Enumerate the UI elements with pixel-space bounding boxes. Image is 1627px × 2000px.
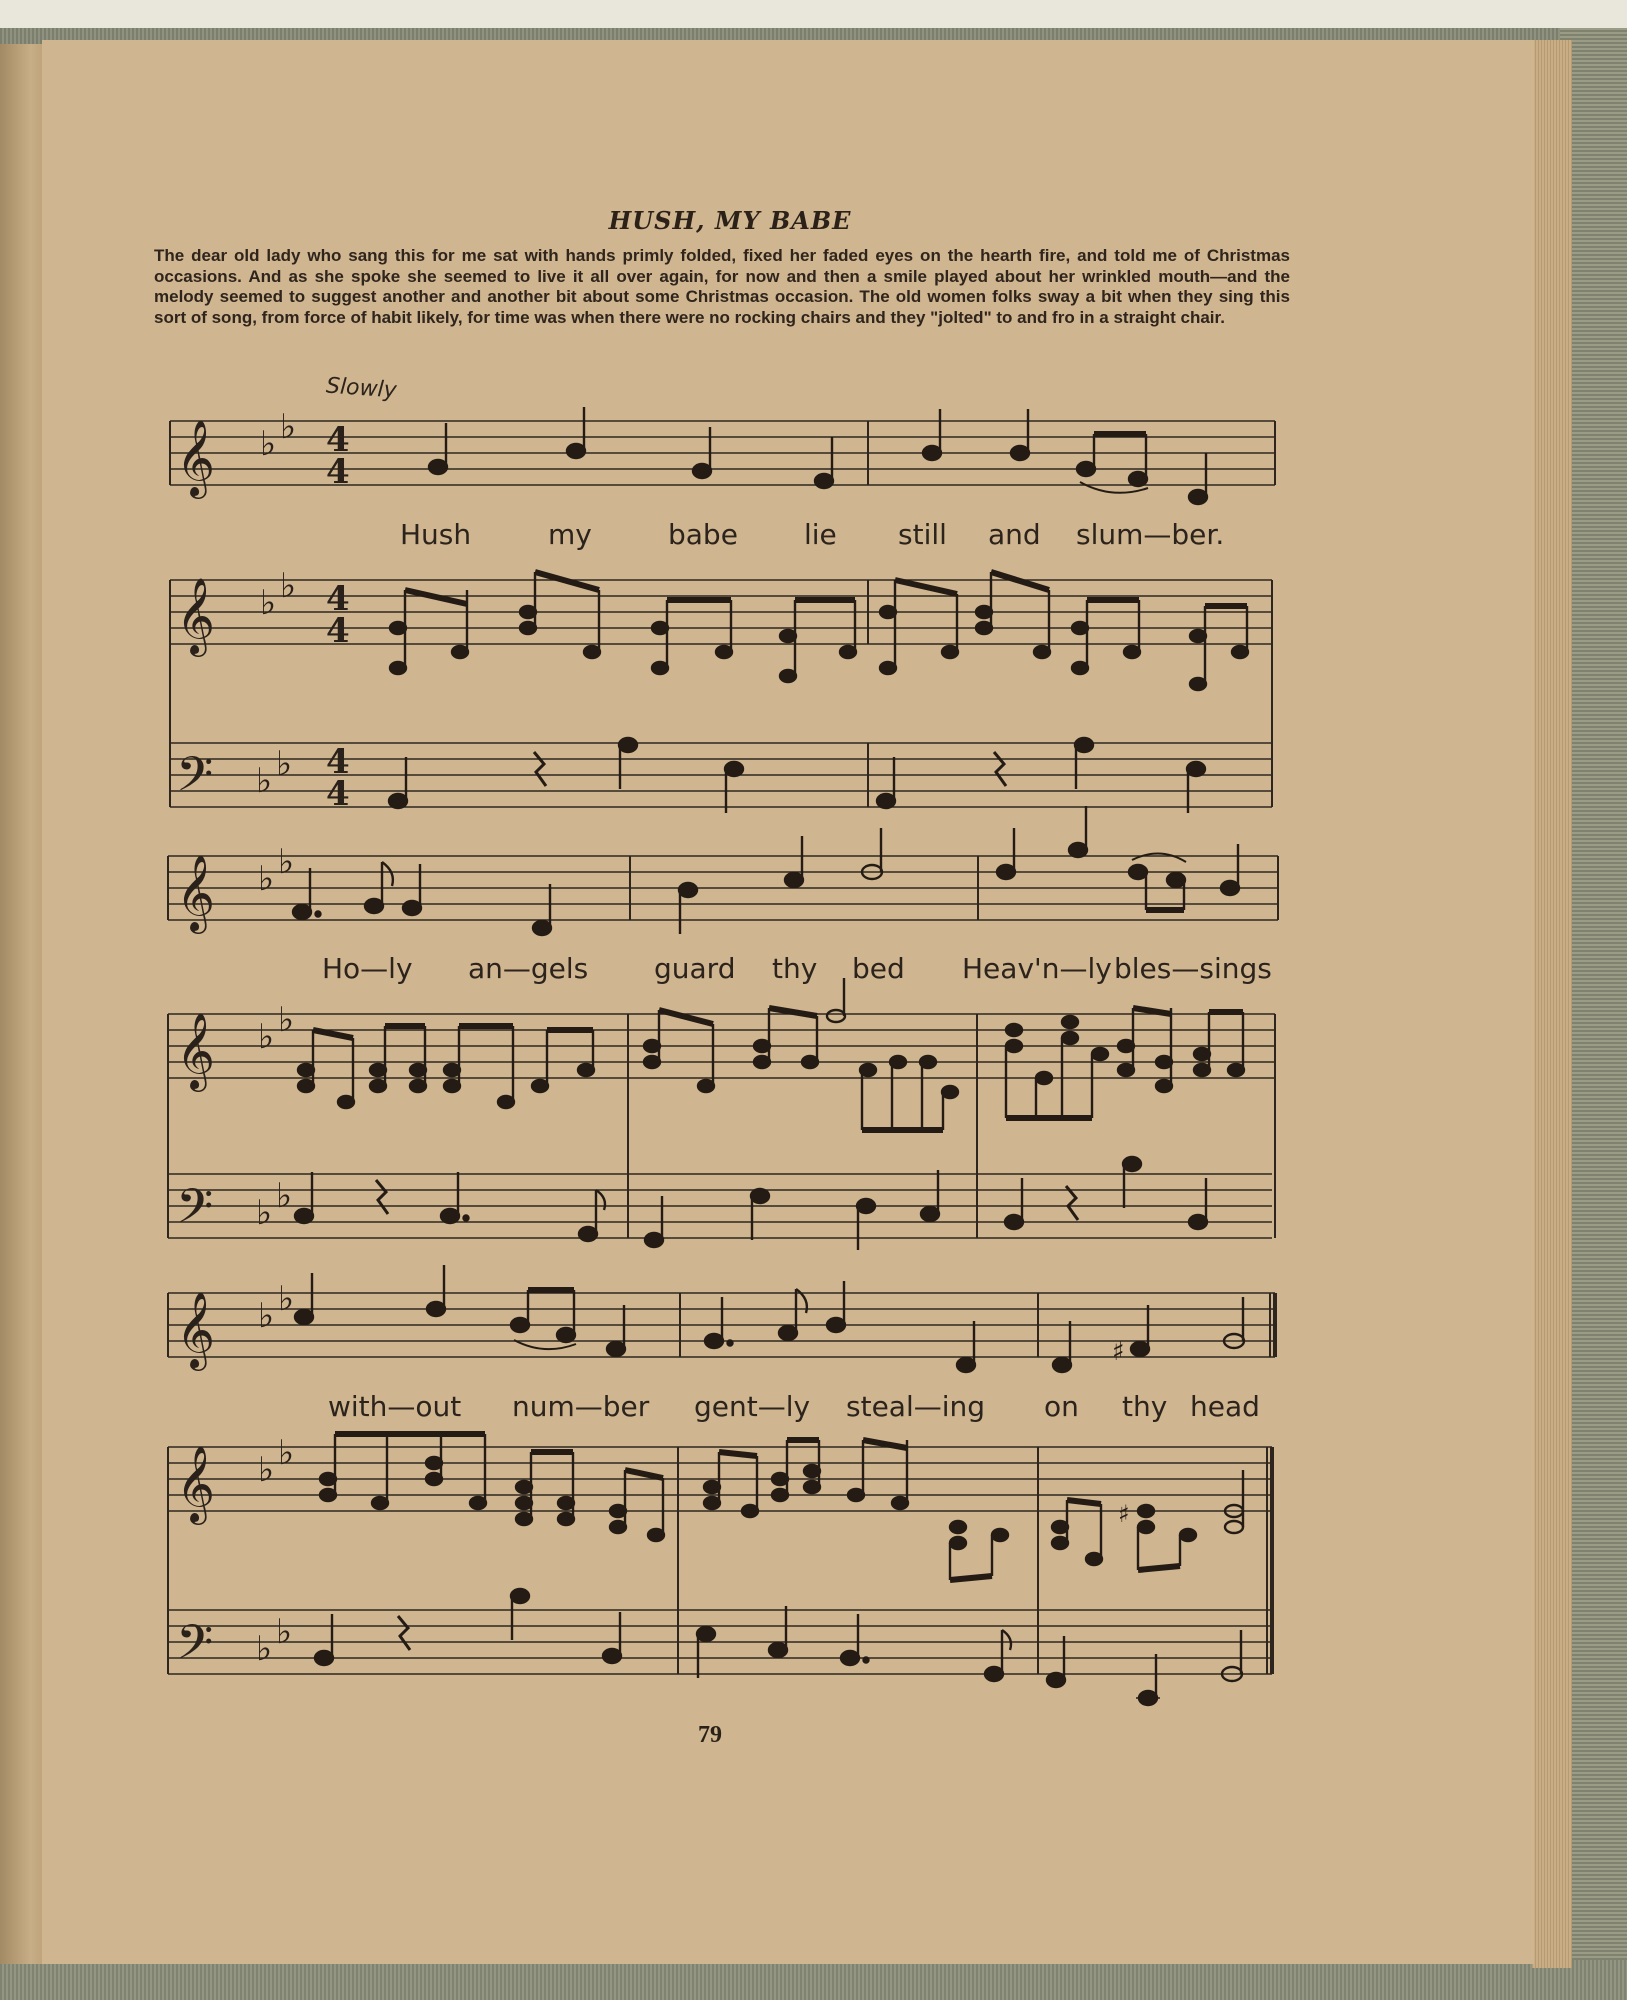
key-flat: ♭ bbox=[276, 744, 293, 784]
lyric-word: guard bbox=[654, 952, 736, 985]
bass-clef-1: 𝄢 bbox=[176, 746, 214, 814]
treble-clef-5: 𝄞 bbox=[176, 1291, 216, 1368]
system-3-notes bbox=[295, 1265, 1244, 1705]
time-signature-bottom: 4 bbox=[326, 452, 350, 492]
lyric-word: num—ber bbox=[512, 1390, 650, 1423]
bass-clef-3: 𝄢 bbox=[176, 1614, 214, 1682]
system-2-piano-treble-staff bbox=[168, 1014, 1275, 1078]
key-flat: ♭ bbox=[278, 842, 295, 882]
lyric-word: bed bbox=[852, 952, 905, 985]
song-introduction: The dear old lady who sang this for me sat with hands primly folded, fixed her faded eyes on the hearth fire, and told me of Christmas occasions. And as she spoke she seemed to live it all over again, for now and then a smile played about her wrinkled mouth—and the melody seemed to suggest another and another bit about some Christmas occasion. The old women folks sway a bit when they sing this sort of song, from force of habit likely, for time was when there were no rocking chairs and they "jolted" to and fro in a straight chair. bbox=[154, 246, 1290, 327]
lyric-word: babe bbox=[668, 518, 738, 551]
key-flat: ♭ bbox=[278, 1000, 295, 1040]
key-flat: ♭ bbox=[280, 407, 297, 447]
system-2-barlines bbox=[168, 856, 1278, 1238]
lyric-word: thy bbox=[1122, 1390, 1168, 1423]
lyric-word: on bbox=[1044, 1390, 1079, 1423]
sharp-accidental: ♯ bbox=[1118, 1500, 1130, 1528]
key-flat: ♭ bbox=[260, 424, 277, 464]
key-flat: ♭ bbox=[276, 1612, 293, 1652]
lyric-word: Hush bbox=[400, 518, 472, 551]
page-number: 79 bbox=[698, 1722, 722, 1748]
time-signature-bottom: 4 bbox=[326, 774, 350, 814]
treble-clef-3: 𝄞 bbox=[176, 854, 216, 931]
system-3-piano-bass-staff bbox=[168, 1610, 1272, 1674]
song-title: HUSH, MY BABE bbox=[608, 206, 852, 235]
lyric-word: Heav'n—ly bbox=[962, 952, 1112, 985]
key-flat: ♭ bbox=[258, 1017, 275, 1057]
lyric-word: my bbox=[548, 518, 592, 551]
key-flat: ♭ bbox=[280, 566, 297, 606]
time-signature-top: 4 bbox=[326, 579, 350, 619]
lyric-word: steal—ing bbox=[846, 1390, 986, 1423]
system-2-vocal-staff bbox=[168, 856, 1278, 920]
key-flat: ♭ bbox=[278, 1433, 295, 1473]
key-flat: ♭ bbox=[258, 859, 275, 899]
system-1-notes bbox=[389, 407, 1248, 813]
treble-clef-2: 𝄞 bbox=[176, 577, 216, 654]
key-flat: ♭ bbox=[256, 1193, 273, 1233]
lyric-word: head bbox=[1190, 1390, 1260, 1423]
lyric-word: bles—sings bbox=[1114, 952, 1272, 985]
lyric-word: lie bbox=[804, 518, 837, 551]
sharp-accidental: ♯ bbox=[1112, 1337, 1125, 1367]
key-flat: ♭ bbox=[258, 1296, 275, 1336]
key-flat: ♭ bbox=[258, 1450, 275, 1490]
lyric-word: still bbox=[898, 518, 947, 551]
time-signature-top: 4 bbox=[326, 742, 350, 782]
key-flat: ♭ bbox=[276, 1176, 293, 1216]
bass-clef-2: 𝄢 bbox=[176, 1178, 214, 1246]
key-flat: ♭ bbox=[278, 1279, 295, 1319]
time-signature-top: 4 bbox=[326, 420, 350, 460]
lyric-word: gent—ly bbox=[694, 1390, 811, 1423]
tempo-marking: Slowly bbox=[325, 373, 398, 404]
treble-clef-6: 𝄞 bbox=[176, 1445, 216, 1522]
lyric-word: an—gels bbox=[468, 952, 589, 985]
key-flat: ♭ bbox=[260, 583, 277, 623]
system-2-piano-bass-staff bbox=[168, 1174, 1272, 1238]
lyric-word: thy bbox=[772, 952, 818, 985]
lyric-word: and bbox=[988, 518, 1041, 551]
key-flat: ♭ bbox=[256, 1629, 273, 1669]
treble-clef-1: 𝄞 bbox=[176, 419, 216, 496]
time-signature-bottom: 4 bbox=[326, 611, 350, 651]
key-flat: ♭ bbox=[256, 761, 273, 801]
lyric-word: Ho—ly bbox=[322, 952, 413, 985]
lyric-word: slum—ber. bbox=[1076, 518, 1225, 551]
lyric-word: with—out bbox=[328, 1390, 462, 1423]
treble-clef-4: 𝄞 bbox=[176, 1012, 216, 1089]
